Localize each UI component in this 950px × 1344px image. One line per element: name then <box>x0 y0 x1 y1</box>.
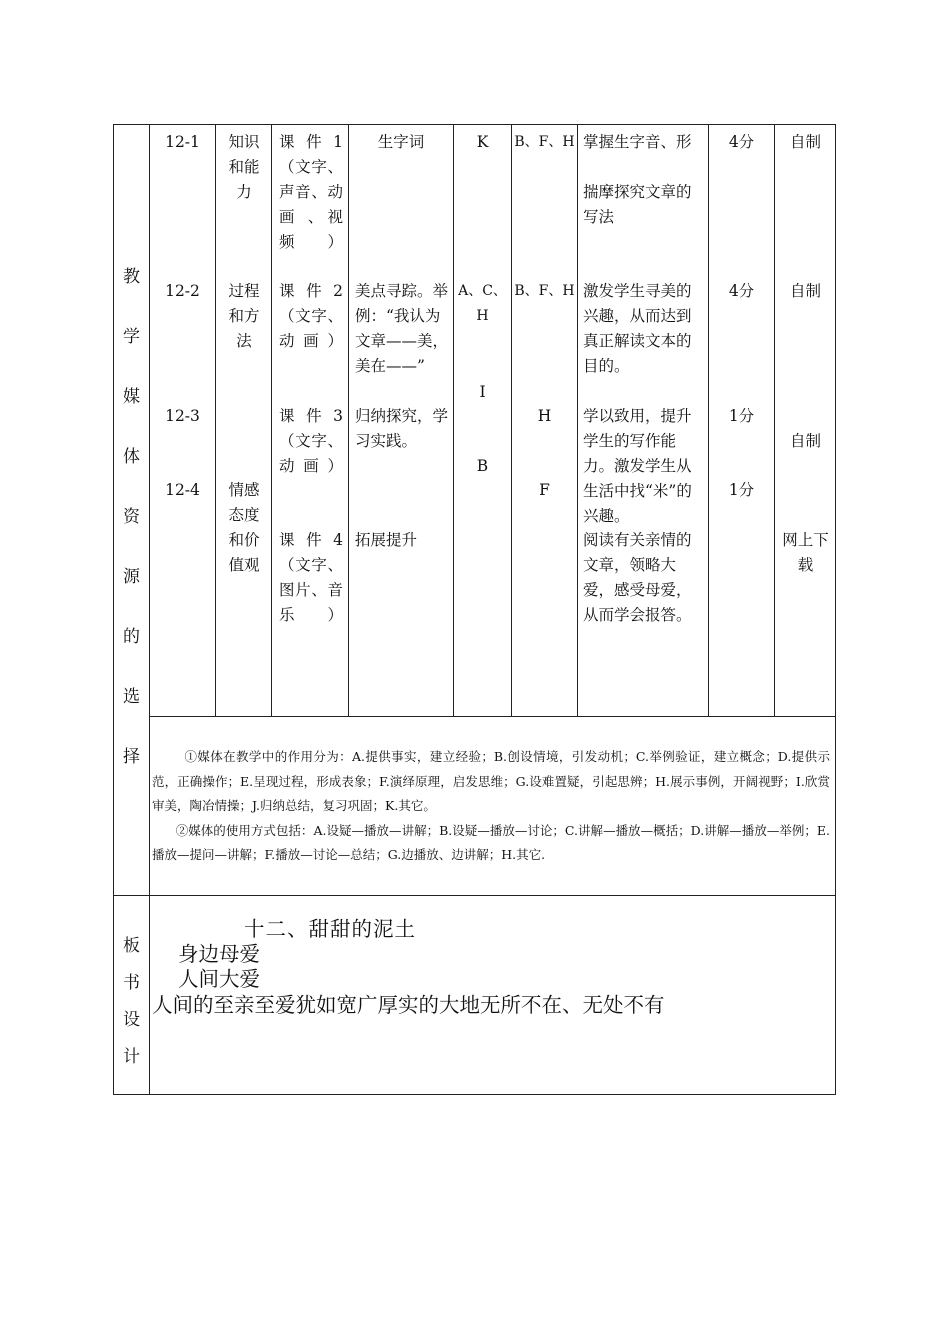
divider-col-4 <box>453 124 454 716</box>
label-char: 书 <box>123 973 140 993</box>
divider-row-notes <box>149 716 836 717</box>
row-media: 课 件 2（文字、动画） <box>279 282 343 350</box>
row-source: 自制 <box>789 133 821 151</box>
row-id: 12-4 <box>165 481 200 499</box>
row-purpose: 学以致用，提升学生的写作能力。激发学生从生活中找“米”的兴趣。 <box>583 407 692 525</box>
divider-col-1 <box>215 124 216 716</box>
board-line-1: 身边母爱 <box>178 942 260 966</box>
row-time: 1分 <box>728 407 755 425</box>
section-label-board <box>114 935 149 1068</box>
row-media: 课 件 3（文字、动画） <box>279 407 343 475</box>
label-char: 择 <box>123 747 140 767</box>
label-char: 媒 <box>123 387 140 407</box>
row-goal: 情感态度和价值观 <box>228 481 260 574</box>
row-function: K <box>476 133 489 151</box>
label-char: 的 <box>123 627 140 647</box>
label-char: 源 <box>123 567 140 587</box>
label-char: 学 <box>123 327 140 347</box>
row-goal: 过程和方法 <box>228 282 260 350</box>
row-source: 自制 <box>789 282 821 300</box>
row-purpose: 掌握生字音、形 揣摩探究文章的写法 <box>583 133 692 226</box>
row-purpose: 阅读有关亲情的文章，领略大爱，感受母爱，从而学会报答。 <box>583 531 692 624</box>
divider-col-2 <box>271 124 272 716</box>
board-title: 十二、甜甜的泥土 <box>244 917 416 941</box>
row-content: 归纳探究，学习实践。 <box>355 407 449 450</box>
row-time: 4分 <box>728 133 755 151</box>
row-id: 12-3 <box>165 407 200 425</box>
label-char: 计 <box>123 1047 140 1067</box>
label-char: 体 <box>123 447 140 467</box>
row-use: H <box>537 407 552 425</box>
row-function: I <box>479 383 486 401</box>
row-content: 生字词 <box>377 133 425 151</box>
divider-section-board <box>113 895 836 896</box>
row-content: 美点寻踪。举例：“我认为文章——美，美在——” <box>355 282 449 375</box>
row-function: B <box>476 457 489 475</box>
row-media: 课 件 4（文字、图片、音乐） <box>279 531 343 624</box>
divider-col-3 <box>348 124 349 716</box>
row-source: 网上下载 <box>782 531 829 574</box>
row-content: 拓展提升 <box>355 531 418 549</box>
board-line-2: 人间大爱 <box>178 967 260 991</box>
divider-col-6 <box>577 124 578 716</box>
row-time: 4分 <box>728 282 755 300</box>
row-id: 12-1 <box>165 133 200 151</box>
board-line-3: 人间的至亲至爱犹如宽广厚实的大地无所不在、无处不有 <box>152 993 665 1017</box>
row-purpose: 激发学生寻美的兴趣，从而达到真正解读文本的目的。 <box>583 282 692 375</box>
divider-col-8 <box>774 124 775 716</box>
media-notes <box>152 745 830 868</box>
row-goal: 知识和能力 <box>228 133 260 201</box>
row-use: B、F、H <box>514 134 575 150</box>
divider-label-col <box>149 124 150 1095</box>
row-time: 1分 <box>728 481 755 499</box>
row-use: F <box>539 481 550 499</box>
row-id: 12-2 <box>165 282 200 300</box>
row-function: A、C、H <box>458 283 507 324</box>
row-media: 课 件 1（文字、声音、动画 、视频） <box>279 133 343 251</box>
label-char: 选 <box>123 687 140 707</box>
label-char: 板 <box>123 936 140 956</box>
row-source: 自制 <box>789 432 821 450</box>
note-usage-methods: ②媒体的使用方式包括：A.设疑—播放—讲解；B.设疑—播放—讨论；C.讲解—播放—概括；D.讲解—播放—举例；E.播放—提问—讲解；F.播放—讨论—总结；G.边播放、边讲解；H.其它. <box>152 822 830 862</box>
label-char: 教 <box>123 267 140 287</box>
label-char: 资 <box>123 507 140 527</box>
label-char: 设 <box>123 1010 140 1030</box>
note-function-categories: ①媒体在教学中的作用分为：A.提供事实，建立经验；B.创设情境，引发动机；C.举例验证，建立概念；D.提供示范，正确操作；E.呈现过程，形成表象；F.演绎原理，启发思维；G.设难置疑，引起思辨；H.展示事例，开阔视野；I.欣赏审美，陶冶情操；J.归纳总结，复习巩固；K.其它。 <box>152 749 830 813</box>
section-label-media <box>114 266 149 768</box>
row-use: B、F、H <box>514 283 575 299</box>
